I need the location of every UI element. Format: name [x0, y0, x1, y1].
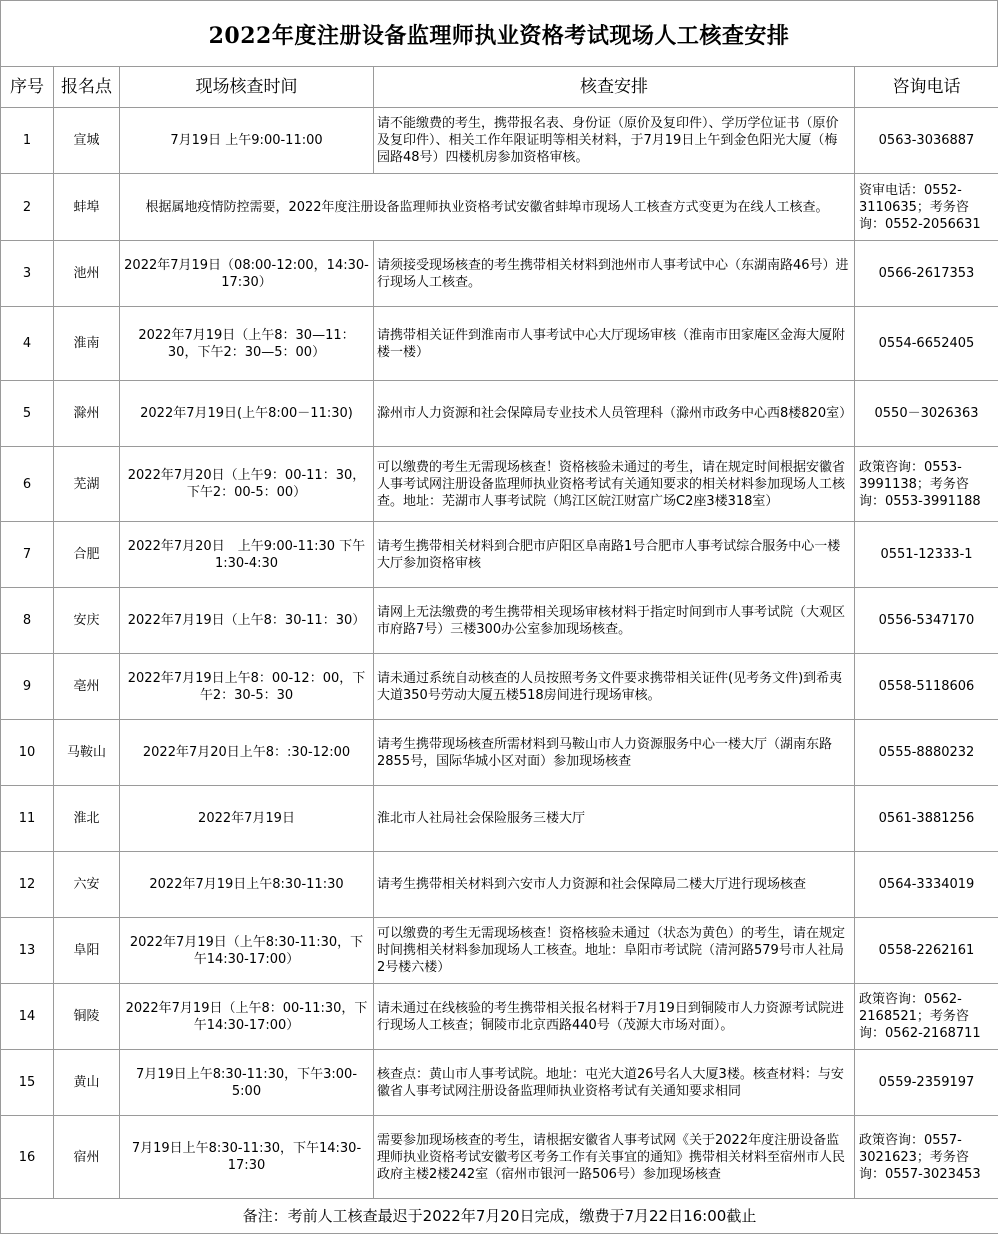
row-no: 8 — [1, 588, 54, 654]
table-row — [1, 588, 998, 654]
row-arrangement: 请未通过系统自动核查的人员按照考务文件要求携带相关证件(见考务文件)到希夷大道350号劳动大厦五楼518房间进行现场审核。 — [374, 654, 855, 720]
table-row — [1, 174, 998, 241]
row-phone: 0550－3026363 — [855, 381, 998, 447]
row-arrangement: 可以缴费的考生无需现场核查！资格核验未通过的考生，请在规定时间根据安徽省人事考试网注册设备监理师执业资格考试有关通知要求的相关材料参加现场人工核查。地址：芜湖市人事考试院（鸠江区皖江财富广场C2座3楼318室） — [374, 447, 855, 522]
row-time: 2022年7月19日（上午8:30-11:30，下午14:30-17:00） — [120, 918, 374, 984]
row-phone: 0556-5347170 — [855, 588, 998, 654]
row-phone: 0564-3334019 — [855, 852, 998, 918]
row-time: 2022年7月19日 — [120, 786, 374, 852]
row-no: 10 — [1, 720, 54, 786]
row-phone: 0558-2262161 — [855, 918, 998, 984]
table-row — [1, 852, 998, 918]
row-time: 2022年7月20日 上午9:00-11:30 下午1:30-4:30 — [120, 522, 374, 588]
row-merged-notice: 根据属地疫情防控需要，2022年度注册设备监理师执业资格考试安徽省蚌埠市现场人工核查方式变更为在线人工核查。 — [120, 174, 855, 241]
row-site: 宣城 — [54, 108, 120, 174]
row-arrangement: 请携带相关证件到淮南市人事考试中心大厅现场审核（淮南市田家庵区金海大厦附楼一楼） — [374, 307, 855, 381]
row-time: 2022年7月19日（上午8：00-11:30，下午14:30-17:00） — [120, 984, 374, 1050]
table-row — [1, 720, 998, 786]
row-phone: 0566-2617353 — [855, 241, 998, 307]
row-arrangement: 请考生携带相关材料到六安市人力资源和社会保障局二楼大厅进行现场核查 — [374, 852, 855, 918]
row-phone: 0561-3881256 — [855, 786, 998, 852]
table-row — [1, 984, 998, 1050]
row-site: 淮北 — [54, 786, 120, 852]
row-no: 14 — [1, 984, 54, 1050]
row-site: 滁州 — [54, 381, 120, 447]
row-time: 2022年7月19日上午8:30-11:30 — [120, 852, 374, 918]
row-phone: 政策咨询：0562-2168521；考务咨询：0562-2168711 — [855, 984, 998, 1050]
row-site: 宿州 — [54, 1116, 120, 1199]
row-phone: 政策咨询：0553-3991138；考务咨询：0553-3991188 — [855, 447, 998, 522]
row-time: 7月19日上午8:30-11:30，下午14:30-17:30 — [120, 1116, 374, 1199]
row-phone: 0559-2359197 — [855, 1050, 998, 1116]
header-time: 现场核查时间 — [120, 67, 374, 108]
table-row — [1, 307, 998, 381]
row-time: 2022年7月19日（上午8：30—11：30，下午2：30—5：00） — [120, 307, 374, 381]
row-site: 蚌埠 — [54, 174, 120, 241]
row-arrangement: 请网上无法缴费的考生携带相关现场审核材料于指定时间到市人事考试院（大观区市府路7号）三楼300办公室参加现场核查。 — [374, 588, 855, 654]
row-no: 16 — [1, 1116, 54, 1199]
row-time: 2022年7月19日(上午8:00－11:30) — [120, 381, 374, 447]
row-site: 阜阳 — [54, 918, 120, 984]
row-phone: 0563-3036887 — [855, 108, 998, 174]
row-time: 2022年7月19日（上午8：30-11：30） — [120, 588, 374, 654]
row-site: 淮南 — [54, 307, 120, 381]
row-arrangement: 请未通过在线核验的考生携带相关报名材料于7月19日到铜陵市人力资源考试院进行现场人工核查；铜陵市北京西路440号（茂源大市场对面）。 — [374, 984, 855, 1050]
schedule-table — [0, 66, 998, 1234]
row-arrangement: 需要参加现场核查的考生，请根据安徽省人事考试网《关于2022年度注册设备监理师执业资格考试安徽考区考务工作有关事宜的通知》携带相关材料至宿州市人民政府主楼2楼242室（宿州市银河一路506号）参加现场核查 — [374, 1116, 855, 1199]
row-phone: 0555-8880232 — [855, 720, 998, 786]
table-row — [1, 1116, 998, 1199]
row-site: 池州 — [54, 241, 120, 307]
row-arrangement: 请须接受现场核查的考生携带相关材料到池州市人事考试中心（东湖南路46号）进行现场人工核查。 — [374, 241, 855, 307]
table-row — [1, 241, 998, 307]
row-no: 9 — [1, 654, 54, 720]
row-no: 7 — [1, 522, 54, 588]
row-arrangement: 可以缴费的考生无需现场核查！资格核验未通过（状态为黄色）的考生，请在规定时间携相关材料参加现场人工核查。地址：阜阳市考试院（清河路579号市人社局2号楼六楼） — [374, 918, 855, 984]
row-time: 7月19日上午8:30-11:30，下午3:00-5:00 — [120, 1050, 374, 1116]
row-no: 12 — [1, 852, 54, 918]
row-no: 1 — [1, 108, 54, 174]
row-time: 2022年7月19日上午8：00-12：00，下午2：30-5：30 — [120, 654, 374, 720]
row-phone: 0551-12333-1 — [855, 522, 998, 588]
table-row — [1, 918, 998, 984]
row-time: 2022年7月19日（08:00-12:00，14:30-17:30） — [120, 241, 374, 307]
header-site: 报名点 — [54, 67, 120, 108]
row-no: 13 — [1, 918, 54, 984]
header-phone: 咨询电话 — [855, 67, 998, 108]
row-no: 2 — [1, 174, 54, 241]
row-arrangement: 请考生携带现场核查所需材料到马鞍山市人力资源服务中心一楼大厅（湖南东路2855号，国际华城小区对面）参加现场核查 — [374, 720, 855, 786]
table-row — [1, 654, 998, 720]
row-no: 11 — [1, 786, 54, 852]
row-site: 黄山 — [54, 1050, 120, 1116]
row-arrangement: 核查点：黄山市人事考试院。地址：屯光大道26号名人大厦3楼。核查材料：与安徽省人事考试网注册设备监理师执业资格考试有关通知要求相同 — [374, 1050, 855, 1116]
header-no: 序号 — [1, 67, 54, 108]
row-time: 2022年7月20日（上午9：00-11：30，下午2：00-5：00） — [120, 447, 374, 522]
row-site: 安庆 — [54, 588, 120, 654]
table-row — [1, 108, 998, 174]
page-title: 2022年度注册设备监理师执业资格考试现场人工核查安排 — [208, 22, 790, 49]
row-arrangement: 淮北市人社局社会保险服务三楼大厅 — [374, 786, 855, 852]
row-phone: 政策咨询：0557-3021623；考务咨询：0557-3023453 — [855, 1116, 998, 1199]
footnote: 备注：考前人工核查最迟于2022年7月20日完成，缴费于7月22日16:00截止 — [1, 1199, 998, 1234]
row-no: 5 — [1, 381, 54, 447]
row-site: 亳州 — [54, 654, 120, 720]
row-phone: 0554-6652405 — [855, 307, 998, 381]
row-arrangement: 滁州市人力资源和社会保障局专业技术人员管理科（滁州市政务中心西8楼820室） — [374, 381, 855, 447]
row-site: 马鞍山 — [54, 720, 120, 786]
row-site: 六安 — [54, 852, 120, 918]
table-row — [1, 381, 998, 447]
row-no: 4 — [1, 307, 54, 381]
table-row — [1, 447, 998, 522]
row-site: 合肥 — [54, 522, 120, 588]
row-no: 3 — [1, 241, 54, 307]
row-time: 7月19日 上午9:00-11:00 — [120, 108, 374, 174]
row-site: 铜陵 — [54, 984, 120, 1050]
row-no: 15 — [1, 1050, 54, 1116]
table-row — [1, 1050, 998, 1116]
row-site: 芜湖 — [54, 447, 120, 522]
header-arrangement: 核查安排 — [374, 67, 855, 108]
table-row — [1, 522, 998, 588]
row-arrangement: 请考生携带相关材料到合肥市庐阳区阜南路1号合肥市人事考试综合服务中心一楼大厅参加资格审核 — [374, 522, 855, 588]
row-time: 2022年7月20日上午8：:30-12:00 — [120, 720, 374, 786]
row-arrangement: 请不能缴费的考生，携带报名表、身份证（原价及复印件）、学历学位证书（原价及复印件）、相关工作年限证明等相关材料，于7月19日上午到金色阳光大厦（梅园路48号）四楼机房参加资格审核。 — [374, 108, 855, 174]
table-row — [1, 786, 998, 852]
row-phone: 0558-5118606 — [855, 654, 998, 720]
row-no: 6 — [1, 447, 54, 522]
note-row — [1, 1199, 998, 1234]
title-row — [0, 0, 998, 67]
header-row — [1, 67, 998, 108]
row-phone: 资审电话：0552-3110635；考务咨询：0552-2056631 — [855, 174, 998, 241]
